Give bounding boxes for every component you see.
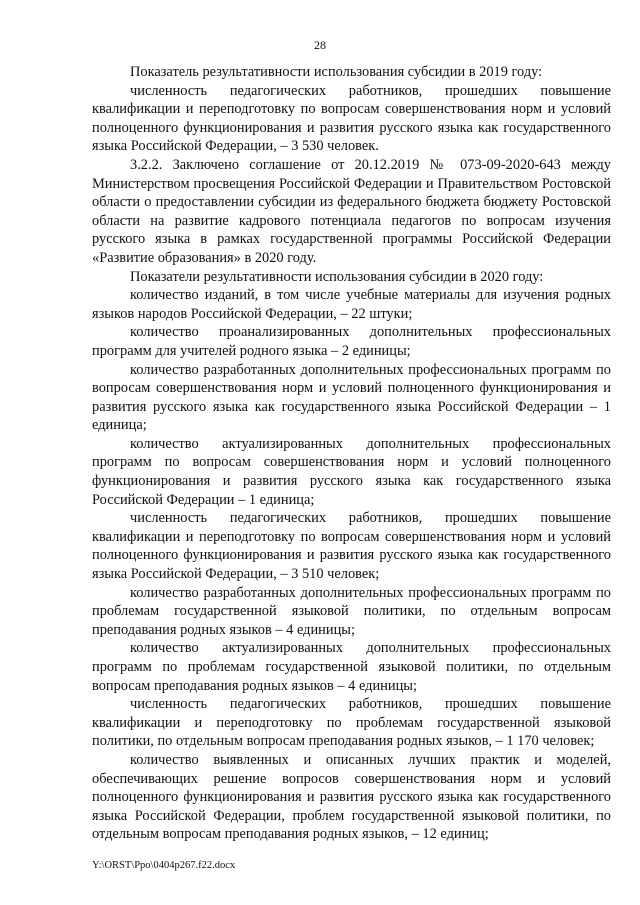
paragraph: количество актуализированных дополнительных профессиональных программ по вопросам совершенствования норм и условий полноценного функционирования и развития русского языка как государственного языка Российской Федерации – 1 единица; — [92, 435, 611, 508]
paragraph: количество актуализированных дополнительных профессиональных программ по проблемам государственной языковой политики, по отдельным вопросам преподавания родных языков – 4 единицы; — [92, 640, 611, 694]
page-number: 28 — [314, 38, 326, 52]
paragraph: количество разработанных дополнительных профессиональных программ по проблемам государственной языковой политики, по отдельным вопросам преподавания родных языков – 4 единицы; — [92, 584, 611, 638]
paragraph: количество выявленных и описанных лучших практик и моделей, обеспечивающих решение вопросов совершенствования норм и условий полноценного функционирования и развития русского языка как государственного языка Российской Федерации, проблем государственной языковой политики, по отдельным вопросам преподавания родных языков, – 12 единиц; — [92, 751, 611, 843]
paragraph: Показатель результативности использования субсидии в 2019 году: — [130, 64, 543, 80]
document-body — [92, 63, 611, 844]
paragraph: количество изданий, в том числе учебные материалы для изучения родных языков народов Российской Федерации, – 22 штуки; — [92, 287, 611, 322]
paragraph: количество проанализированных дополнительных профессиональных программ для учителей родного языка – 2 единицы; — [92, 324, 611, 359]
file-path-footer: Y:\ORST\Ppo\0404p267.f22.docx — [92, 860, 236, 871]
paragraph: численность педагогических работников, прошедших повышение квалификации и переподготовку по вопросам совершенствования норм и условий полноценного функционирования и развития русского языка как государственного языка Российской Федерации, – 3 510 человек; — [92, 510, 611, 583]
paragraph: численность педагогических работников, прошедших повышение квалификации и переподготовку по проблемам государственной языковой политики, по отдельным вопросам преподавания родных языков, – 1 170 человек; — [92, 696, 611, 750]
paragraph: Показатели результативности использования субсидии в 2020 году: — [130, 268, 544, 285]
paragraph: численность педагогических работников, прошедших повышение квалификации и переподготовку по вопросам совершенствования норм и условий полноценного функционирования и развития русского языка как государственного языка Российской Федерации, – 3 530 человек. — [92, 82, 611, 155]
paragraph: 3.2.2. Заключено соглашение от 20.12.2019 № 073-09-2020-643 между Министерством просвещения Российской Федерации и Правительством Ростовской области о предоставлении субсидии из федерального бюджета бюджету Ростовской области на развитие кадрового потенциала педагогов по вопросам изучения русского языка в рамках государственной программы Российской Федерации «Развитие образования» в 2020 году. — [92, 156, 611, 266]
paragraph: количество разработанных дополнительных профессиональных программ по вопросам совершенствования норм и условий полноценного функционирования и развития русского языка как государственного языка Российской Федерации – 1 единица; — [92, 361, 611, 434]
